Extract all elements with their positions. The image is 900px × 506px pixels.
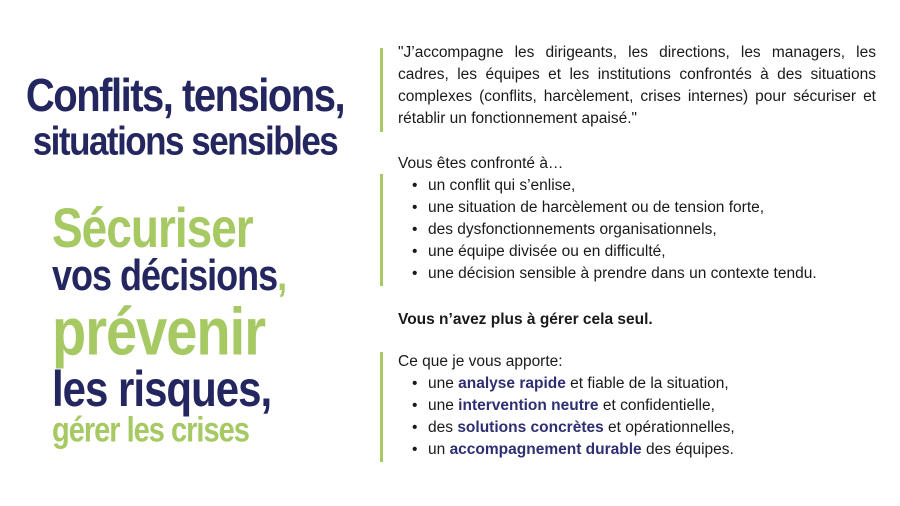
- slogan-line-4: les risques,: [52, 360, 272, 417]
- slogan-line-5: gérer les crises: [52, 411, 249, 450]
- accent-bar-confronted: [380, 174, 383, 286]
- list-item: [428, 395, 878, 417]
- accent-bar-offer: [380, 352, 383, 462]
- item-text: et confidentielle,: [598, 397, 715, 414]
- item-text: et opérationnelles,: [603, 419, 735, 436]
- offer-section: [398, 351, 878, 461]
- item-text: et fiable de la situation,: [565, 375, 729, 392]
- list-item: [428, 439, 878, 461]
- statement: Vous n’avez plus à gérer cela seul.: [398, 311, 653, 328]
- item-highlight: accompagnement durable: [449, 441, 642, 458]
- item-text: une: [428, 375, 459, 392]
- confronted-section: [398, 153, 878, 285]
- offer-list: [398, 373, 878, 461]
- title-line-2: situations sensibles: [32, 119, 338, 164]
- page-title: [10, 72, 360, 164]
- slogan-line-3: prévenir: [52, 293, 265, 369]
- item-highlight: analyse rapide: [458, 375, 566, 392]
- slogan: [52, 196, 352, 450]
- list-item: • un conflit qui s’enlise,: [428, 175, 878, 197]
- list-item: • des dysfonctionnements organisationnels,: [428, 219, 878, 241]
- confronted-heading: Vous êtes confronté à…: [398, 155, 564, 172]
- list-item: [428, 417, 878, 439]
- item-text: des équipes.: [641, 441, 734, 458]
- intro-quote: "J’accompagne les dirigeants, les directions, les managers, les cadres, les équipes et les institutions confrontés à des situations complexes (conflits, harcèlement, crises internes) pour sécuriser et rétablir un fonctionnement apaisé.": [398, 44, 876, 127]
- item-text: une: [428, 397, 459, 414]
- list-item: • une équipe divisée ou en difficulté,: [428, 241, 878, 263]
- item-highlight: solutions concrètes: [457, 419, 604, 436]
- item-highlight: intervention neutre: [458, 397, 599, 414]
- left-panel: [0, 0, 370, 506]
- slogan-line-1: Sécuriser: [52, 196, 253, 259]
- item-text: un: [428, 441, 450, 458]
- list-item: [428, 373, 878, 395]
- item-text: des: [428, 419, 458, 436]
- title-line-1: Conflits, tensions,: [25, 70, 345, 122]
- accent-bar-quote: [380, 48, 383, 132]
- list-item: • une décision sensible à prendre dans un contexte tendu.: [428, 263, 878, 285]
- list-item: • une situation de harcèlement ou de tension forte,: [428, 197, 878, 219]
- slogan-line-2-text: vos décisions: [52, 250, 278, 300]
- confronted-list: [398, 175, 878, 285]
- offer-heading: Ce que je vous apporte:: [398, 353, 563, 370]
- slogan-line-2-comma: ,: [277, 250, 287, 300]
